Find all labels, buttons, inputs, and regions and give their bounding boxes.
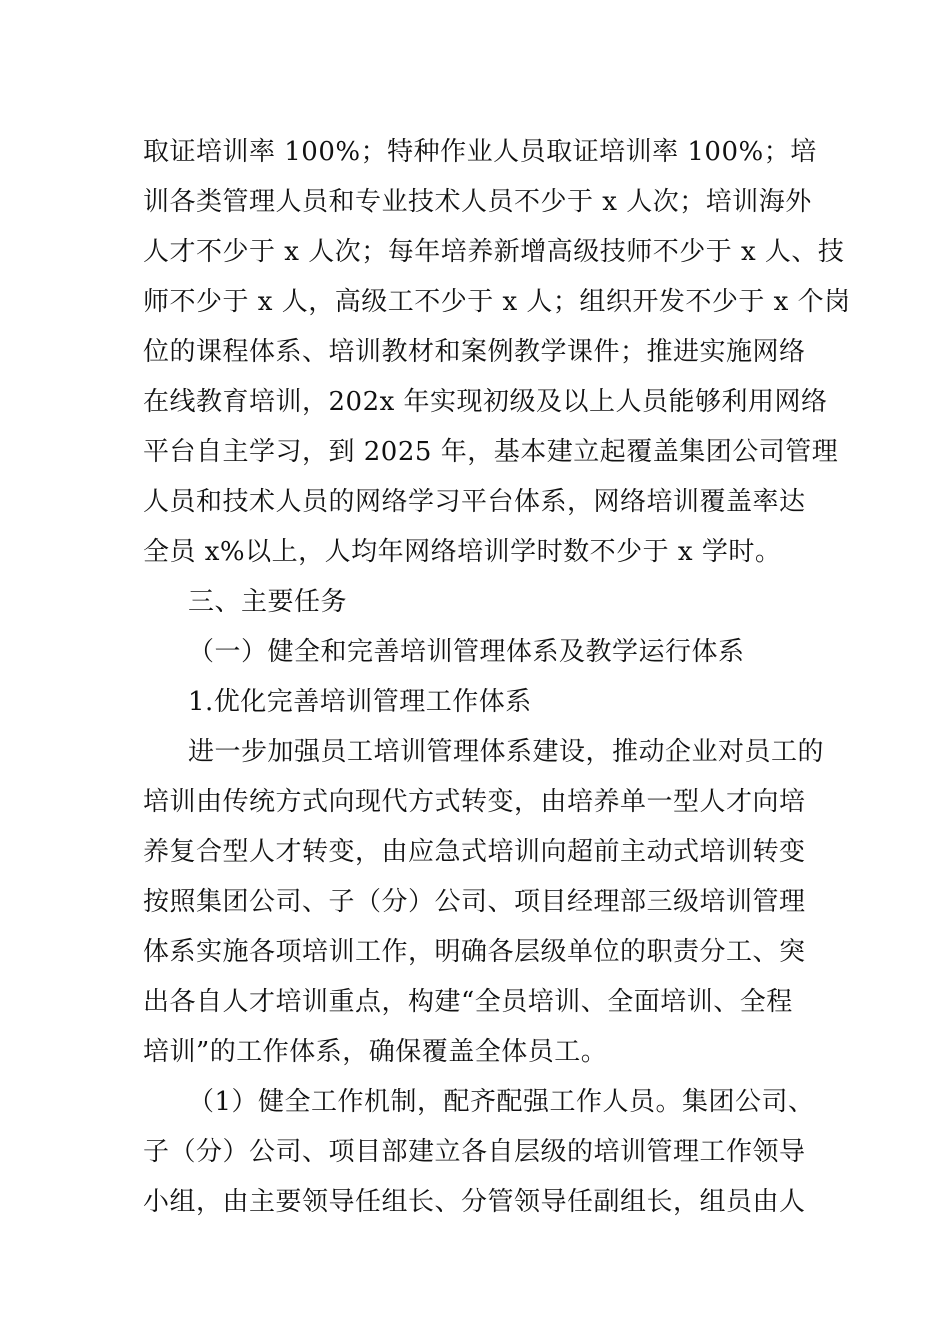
paragraph-line: 小组，由主要领导任组长、分管领导任副组长，组员由人 — [143, 1187, 806, 1217]
paragraph-line: 子（分）公司、项目部建立各自层级的培训管理工作领导 — [143, 1137, 806, 1167]
paragraph-line: 全员 x%以上，人均年网络培训学时数不少于 x 学时。 — [143, 537, 782, 567]
paragraph-line: 位的课程体系、培训教材和案例教学课件；推进实施网络 — [143, 337, 806, 367]
paragraph-line: （1）健全工作机制，配齐配强工作人员。集团公司、 — [188, 1087, 815, 1117]
paragraph-line: 出各自人才培训重点，构建“全员培训、全面培训、全程 — [143, 987, 793, 1017]
subsection-heading: （一）健全和完善培训管理体系及教学运行体系 — [188, 637, 745, 667]
paragraph-line: 师不少于 x 人，高级工不少于 x 人；组织开发不少于 x 个岗 — [143, 287, 851, 317]
paragraph-line: 养复合型人才转变，由应急式培训向超前主动式培训转变 — [143, 837, 806, 867]
paragraph-line: 训各类管理人员和专业技术人员不少于 x 人次；培训海外 — [143, 187, 812, 217]
paragraph-line: 进一步加强员工培训管理体系建设，推动企业对员工的 — [188, 737, 825, 767]
item-heading: 1.优化完善培训管理工作体系 — [188, 687, 532, 717]
section-heading: 三、主要任务 — [188, 587, 348, 617]
paragraph-line: 人才不少于 x 人次；每年培养新增高级技师不少于 x 人、技 — [143, 237, 845, 267]
paragraph-line: 在线教育培训，202x 年实现初级及以上人员能够利用网络 — [143, 387, 828, 417]
paragraph-line: 培训由传统方式向现代方式转变，由培养单一型人才向培 — [143, 787, 806, 817]
paragraph-line: 按照集团公司、子（分）公司、项目经理部三级培训管理 — [143, 887, 806, 917]
paragraph-line: 平台自主学习，到 2025 年，基本建立起覆盖集团公司管理 — [143, 437, 839, 467]
paragraph-line: 培训”的工作体系，确保覆盖全体员工。 — [143, 1037, 608, 1067]
paragraph-line: 取证培训率 100%；特种作业人员取证培训率 100%；培 — [143, 137, 817, 167]
paragraph-line: 人员和技术人员的网络学习平台体系，网络培训覆盖率达 — [143, 487, 806, 517]
paragraph-line: 体系实施各项培训工作，明确各层级单位的职责分工、突 — [143, 937, 806, 967]
